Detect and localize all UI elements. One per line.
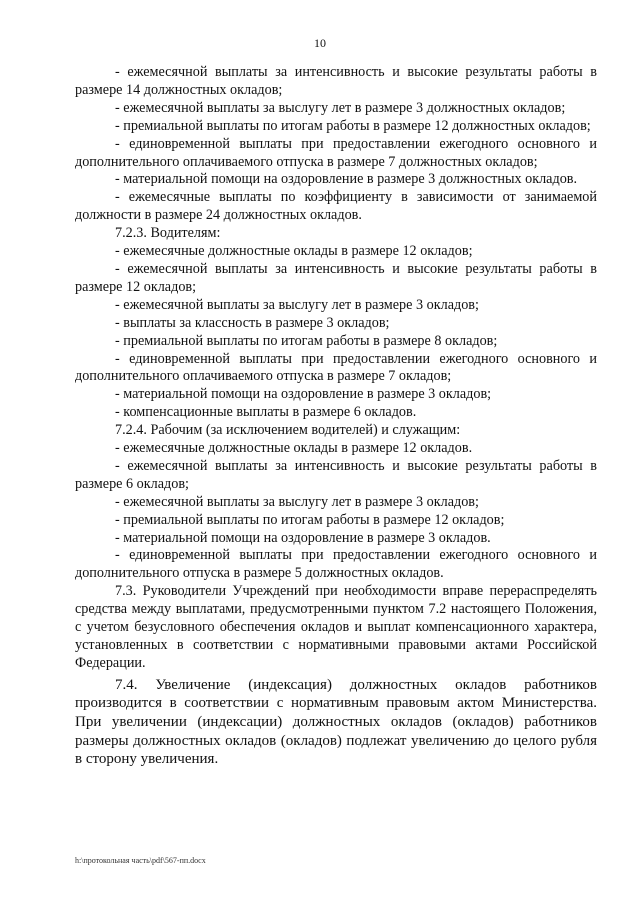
paragraph: - выплаты за классность в размере 3 окладов;	[115, 314, 390, 331]
paragraph: - ежемесячные выплаты по коэффициенту в зависимости от занимаемой должности в размере 24 должностных окладов.	[75, 189, 597, 224]
paragraph: - материальной помощи на оздоровление в размере 3 окладов;	[115, 386, 492, 403]
footer-file-path: h:\протокольная часть\pdf\567-пп.docx	[75, 856, 206, 865]
paragraph: - единовременной выплаты при предоставлении ежегодного основного и дополнительного оплачиваемого отпуска в размере 7 окладов;	[75, 350, 597, 385]
paragraph: - ежемесячной выплаты за выслугу лет в размере 3 должностных окладов;	[115, 99, 566, 116]
paragraph: - компенсационные выплаты в размере 6 окладов.	[115, 404, 417, 421]
document-body	[75, 64, 597, 769]
paragraph: - ежемесячной выплаты за интенсивность и высокие результаты работы в размере 6 окладов;	[75, 457, 597, 492]
section-heading-723: 7.2.3. Водителям:	[115, 225, 221, 242]
paragraph: - ежемесячной выплаты за выслугу лет в размере 3 окладов;	[115, 493, 479, 510]
paragraph: - материальной помощи на оздоровление в размере 3 должностных окладов.	[115, 171, 578, 188]
paragraph: - премиальной выплаты по итогам работы в размере 8 окладов;	[115, 332, 498, 349]
paragraph: - премиальной выплаты по итогам работы в размере 12 окладов;	[115, 511, 505, 528]
section-heading-724: 7.2.4. Рабочим (за исключением водителей) и служащим:	[115, 422, 461, 439]
paragraph: - единовременной выплаты при предоставлении ежегодного основного и дополнительного отпуска в размере 5 должностных окладов.	[75, 547, 597, 582]
section-74-paragraph: 7.4. Увеличение (индексация) должностных окладов работников производится в соответствии с нормативным правовым актом Министерства. При увеличении (индексации) должностных окладов (окладов) работников размеры должностных окладов (окладов) подлежат увеличению до целого рубля в сторону увеличения.	[75, 676, 597, 768]
paragraph: - ежемесячные должностные оклады в размере 12 окладов;	[115, 243, 473, 260]
paragraph: - ежемесячной выплаты за выслугу лет в размере 3 окладов;	[115, 296, 479, 313]
paragraph: - ежемесячной выплаты за интенсивность и высокие результаты работы в размере 14 должностных окладов;	[75, 64, 597, 98]
paragraph: - единовременной выплаты при предоставлении ежегодного основного и дополнительного оплачиваемого отпуска в размере 7 должностных окладов;	[75, 135, 597, 170]
paragraph: - премиальной выплаты по итогам работы в размере 12 должностных окладов;	[115, 117, 591, 134]
paragraph: - материальной помощи на оздоровление в размере 3 окладов.	[115, 529, 491, 546]
page-number: 10	[314, 36, 326, 50]
section-73-paragraph: 7.3. Руководители Учреждений при необходимости вправе перераспределять средства между выплатами, предусмотренными пунктом 7.2 настоящего Положения, с учетом безусловного обеспечения окладов и выплат компенсационного характера, установленных в соответствии с нормативными правовыми актами Российской Федерации.	[75, 583, 597, 671]
paragraph: - ежемесячной выплаты за интенсивность и высокие результаты работы в размере 12 окладов;	[75, 260, 597, 295]
paragraph: - ежемесячные должностные оклады в размере 12 окладов.	[115, 440, 473, 457]
